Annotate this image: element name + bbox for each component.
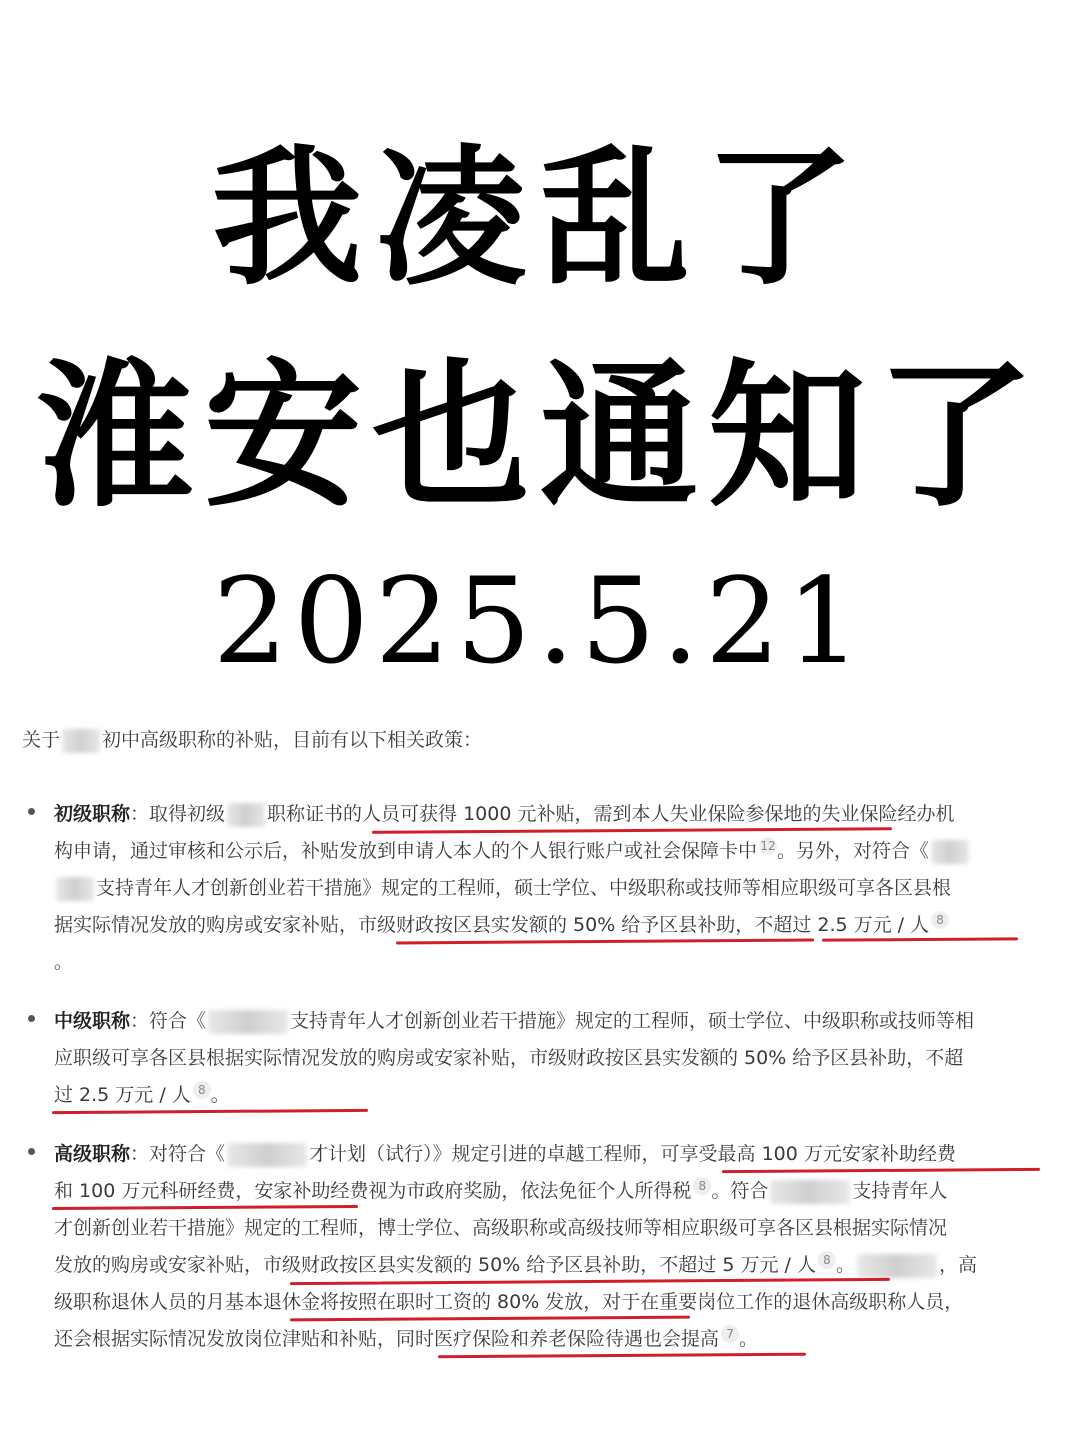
text-segment: 据实际情况发放的购房或安家补贴，市级财政按区县实发额的 50% 给予区县补助，不超过 2.5 万元 / 人	[54, 914, 930, 936]
citation-badge: 8	[931, 911, 949, 929]
citation-badge: 8	[818, 1251, 836, 1269]
intro-text-after: 初中高级职称的补贴，目前有以下相关政策：	[102, 729, 483, 751]
text-line	[54, 1040, 1048, 1077]
citation-badge: 12	[760, 838, 776, 853]
text-segment: ，高	[938, 1254, 977, 1276]
text-line	[54, 796, 1048, 833]
redacted-region	[770, 1180, 850, 1204]
text-segment: 应职级可享各区县根据实际情况发放的购房或安家补贴，市级财政按区县实发额的 50% 给予区县补助，不超	[54, 1047, 964, 1069]
text-segment: 才计划（试行）》规定引进的卓越工程师，可享受最高 100 万元安家补助经费	[309, 1143, 956, 1165]
text-line	[54, 1173, 1048, 1210]
headline-date: 2025.5.21	[212, 552, 868, 690]
redacted-region	[208, 1010, 288, 1034]
text-line	[54, 1247, 1048, 1284]
item-term: 初级职称	[54, 803, 131, 825]
redacted-region	[56, 877, 94, 901]
policy-item-junior	[18, 796, 1048, 981]
text-segment: 。符合	[711, 1180, 769, 1202]
text-line	[54, 1321, 1048, 1358]
text-segment: 。	[210, 1084, 230, 1106]
red-underline	[52, 1109, 368, 1114]
policy-item-senior	[18, 1136, 1048, 1358]
text-line	[54, 1003, 1048, 1040]
red-underline	[438, 1353, 806, 1359]
headline-line-1: 我凌乱了	[211, 130, 868, 306]
redacted-region	[857, 1254, 937, 1278]
text-segment: ：取得初级	[130, 803, 226, 825]
citation-badge: 7	[721, 1325, 739, 1343]
text-line	[54, 907, 1048, 944]
text-segment: 。	[739, 1328, 759, 1350]
text-segment: ：对符合《	[130, 1143, 226, 1165]
text-segment: ：符合《	[130, 1010, 207, 1032]
text-segment: 。	[54, 951, 74, 973]
intro-text-before: 关于	[22, 729, 61, 751]
text-line	[54, 944, 1048, 981]
text-segment: 支持青年人才创新创业若干措施》规定的工程师，硕士学位、中级职称或技师等相应职级可享各区县根	[96, 877, 952, 899]
text-segment: 还会根据实际情况发放岗位津贴和补贴，同时医疗保险和养老保险待遇也会提高	[54, 1328, 720, 1350]
text-line	[54, 833, 1048, 870]
citation-badge: 8	[193, 1081, 211, 1099]
redacted-region	[931, 840, 969, 864]
policy-document-screenshot	[18, 720, 1048, 1380]
item-term: 高级职称	[54, 1143, 131, 1165]
text-line	[54, 1284, 1048, 1321]
text-line	[54, 870, 1048, 907]
text-segment: 过 2.5 万元 / 人	[54, 1084, 191, 1106]
bullet-icon	[28, 1148, 35, 1155]
text-segment: 构申请，通过审核和公示后，补贴发放到申请人本人的个人银行账户或社会保障卡中	[54, 840, 758, 862]
text-line	[54, 1077, 1048, 1114]
text-segment: 支持青年人	[852, 1180, 948, 1202]
text-segment: 和 100 万元科研经费，安家补助经费视为市政府奖励，依法免征个人所得税	[54, 1180, 692, 1202]
citation-badge: 8	[693, 1177, 711, 1195]
redacted-region	[227, 803, 265, 827]
red-underline	[822, 937, 1018, 941]
text-line	[54, 1210, 1048, 1247]
bullet-icon	[28, 808, 35, 815]
text-segment: 发放的购房或安家补贴，市级财政按区县实发额的 50% 给予区县补助，不超过 5 万元 / 人	[54, 1254, 816, 1276]
text-segment: 。另外，对符合《	[777, 840, 930, 862]
policy-item-intermediate	[18, 1003, 1048, 1114]
text-segment: 支持青年人才创新创业若干措施》规定的工程师，硕士学位、中级职称或技师等相	[290, 1010, 975, 1032]
text-segment: 级职称退休人员的月基本退休金将按照在职时工资的 80% 发放，对于在重要岗位工作的退休高级职称人员，	[54, 1291, 964, 1313]
text-segment: 。	[835, 1254, 855, 1276]
text-segment: 职称证书的人员可获得 1000 元补贴，需到本人失业保险参保地的失业保险经办机	[267, 803, 955, 825]
redacted-region	[227, 1143, 307, 1167]
document-intro	[22, 720, 1048, 760]
text-segment: 才创新创业若干措施》规定的工程师，博士学位、高级职称或高级技师等相应职级可享各区县根据实际情况	[54, 1217, 948, 1239]
bullet-icon	[28, 1015, 35, 1022]
text-line	[54, 1136, 1048, 1173]
redacted-region	[62, 729, 100, 753]
item-term: 中级职称	[54, 1010, 131, 1032]
headline-line-2: 淮安也通知了	[36, 344, 1044, 529]
